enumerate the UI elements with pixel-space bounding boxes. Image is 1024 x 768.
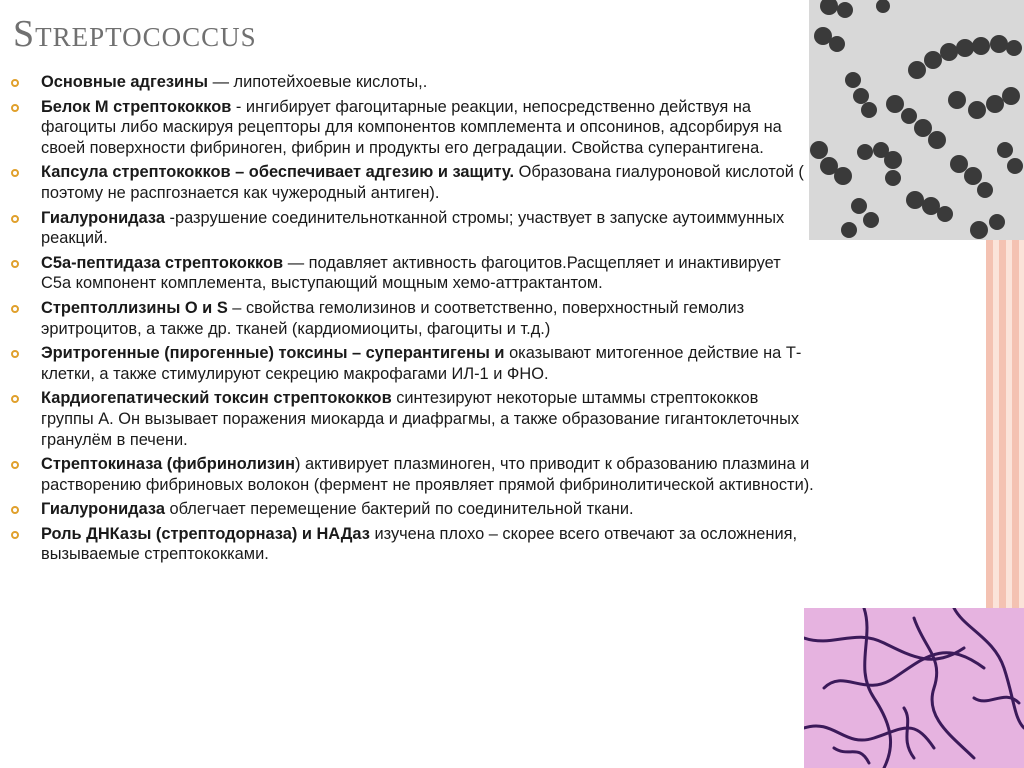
bullet-item — [0, 162, 815, 203]
bullet-term: Капсула стрептококков – обеспечивает адгезию и защиту. — [41, 163, 515, 182]
bullet-term: Белок М стрептококков — [41, 97, 232, 116]
decorative-stripes — [986, 240, 1024, 610]
bullet-text: – свойства гемолизинов и соответственно, поверхностный гемолиз эритроцитов, а также др. тканей (кардиомиоциты, фагоциты и т.д.) — [41, 298, 745, 338]
bullet-marker-icon — [11, 169, 19, 177]
bullet-term: Эритрогенные (пирогенные) токсины – суперантигены и — [41, 344, 505, 363]
bullet-text: — подавляет активность фагоцитов.Расщепляет и инактивирует С5а компонент комплемента, выступающий мощным хемо-аттрактантом. — [41, 253, 781, 293]
bullet-text: ) активирует плазминоген, что приводит к образованию плазмина и растворению фибриновых волокон (фермент не проявляет прямой фибринолитической активности). — [41, 455, 814, 494]
bullet-term: Гиалуронидаза — [41, 500, 165, 519]
bullet-item — [0, 208, 815, 249]
bullet-text: - ингибирует фагоцитарные реакции, непосредственно действуя на фагоциты либо маскируя рецепторы для компонентов комплемента и опсонинов, адсорбируя на своей поверхности фибриноген, фибрин и продукты его деградации. Свойства суперантигена. — [41, 97, 782, 157]
bullet-marker-icon — [11, 395, 19, 403]
bullet-marker-icon — [11, 104, 19, 112]
bullet-term: С5а-пептидаза стрептококков — [41, 253, 284, 272]
bullet-marker-icon — [11, 260, 19, 268]
bullet-text: синтезируют некоторые штаммы стрептококков группы А. Он вызывает поражения миокарда и диафрагмы, а также образование гигантоклеточных гранулём в печени. — [41, 389, 800, 449]
bullet-item — [0, 388, 815, 450]
bullet-text: -разрушение соединительнотканной стромы; участвует в запуске аутоиммунных реакций. — [41, 208, 785, 248]
bullet-item — [0, 97, 815, 159]
bullet-marker-icon — [11, 350, 19, 358]
bullet-item — [0, 454, 815, 495]
cocci-chains-picture — [809, 0, 1024, 240]
bullet-term: Стрептокиназа (фибринолизин — [41, 455, 296, 474]
bullet-text: — липотейхоевые кислоты,. — [208, 73, 428, 91]
bullet-text: оказывают митогенное действие на Т-клетки, а также стимулируют секрецию макрофагами ИЛ-1 и ФНО. — [41, 344, 802, 383]
micrograph-cocci-image — [809, 0, 1024, 240]
bullet-term: Основные адгезины — [41, 73, 209, 91]
bullet-text: изучена плохо – скорее всего отвечают за осложнения, вызываемые стрептококками. — [41, 524, 798, 564]
bullet-marker-icon — [11, 506, 19, 514]
bullet-marker-icon — [11, 461, 19, 469]
bullet-text: облегчает перемещение бактерий по соединительной ткани. — [164, 500, 634, 519]
bullet-marker-icon — [11, 79, 19, 87]
bullet-item — [0, 499, 815, 520]
bullet-list — [0, 72, 815, 569]
bullet-term: Стрептоллизины O и S — [41, 298, 228, 317]
micrograph-chains-image — [804, 608, 1024, 768]
bullet-marker-icon — [11, 305, 19, 313]
bullet-term: Гиалуронидаза — [41, 208, 165, 227]
bullet-item — [0, 343, 815, 384]
bullet-item — [0, 253, 815, 294]
bullet-term: Роль ДНКазы (стрептодорназа) и НАДаз — [41, 524, 370, 543]
bullet-text: Образована гиалуроновой кислотой ( поэтому не распгознается как чужеродный антиген). — [41, 163, 804, 202]
bullet-term: Кардиогепатический токсин стрептококков — [41, 389, 392, 408]
bullet-marker-icon — [11, 215, 19, 223]
bullet-marker-icon — [11, 531, 19, 539]
stained-chains-picture — [804, 608, 1024, 768]
bullet-item — [0, 524, 815, 565]
bullet-item — [0, 72, 815, 93]
bullet-item — [0, 298, 815, 339]
slide-title: Streptococcus — [13, 13, 257, 55]
